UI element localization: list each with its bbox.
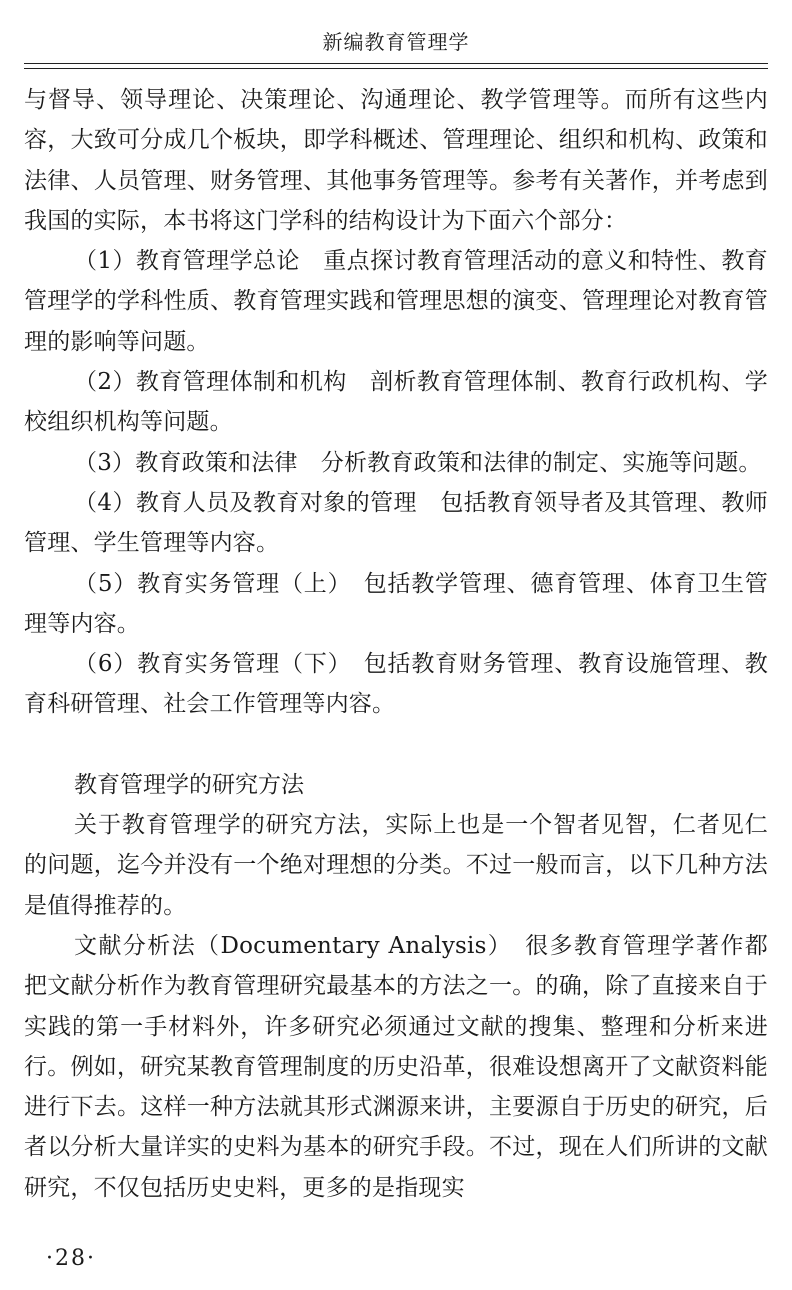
header-rule-secondary	[24, 68, 768, 69]
body-text	[24, 80, 768, 1208]
documentary-analysis-paragraph: 文献分析法（Documentary Analysis） 很多教育管理学著作都把文献分析作为教育管理研究最基本的方法之一。的确，除了直接来自于实践的第一手材料外，许多研究必须通过文献的搜集、整理和分析来进行。例如，研究某教育管理制度的历史沿革，很难设想离开了文献资料能进行下去。这样一种方法就其形式渊源来讲，主要源自于历史的研究，后者以分析大量详实的史料为基本的研究手段。不过，现在人们所讲的文献研究，不仅包括历史史料，更多的是指现实	[24, 932, 768, 1201]
part-item-4: （4）教育人员及教育对象的管理 包括教育领导者及其管理、教师管理、学生管理等内容。	[24, 489, 768, 557]
part-item-1: （1）教育管理学总论 重点探讨教育管理活动的意义和特性、教育管理学的学科性质、教育管理实践和管理思想的演变、管理理论对教育管理的影响等问题。	[24, 248, 768, 355]
part-item-2: （2）教育管理体制和机构 剖析教育管理体制、教育行政机构、学校组织机构等问题。	[24, 369, 768, 436]
intro-paragraph: 与督导、领导理论、决策理论、沟通理论、教学管理等。而所有这些内容，大致可分成几个板块，即学科概述、管理理论、组织和机构、政策和法律、人员管理、财务管理、其他事务管理等。参考有关著作，并考虑到我国的实际，本书将这门学科的结构设计为下面六个部分：	[24, 87, 768, 234]
book-page	[24, 0, 768, 1290]
part-item-6: （6）教育实务管理（下） 包括教育财务管理、教育设施管理、教育科研管理、社会工作管理等内容。	[24, 651, 768, 718]
part-item-5: （5）教育实务管理（上） 包括教学管理、德育管理、体育卫生管理等内容。	[24, 570, 768, 637]
part-item-3: （3）教育政策和法律 分析教育政策和法律的制定、实施等问题。	[74, 449, 762, 476]
section-heading: 教育管理学的研究方法	[74, 771, 304, 798]
header-rule	[24, 63, 768, 64]
method-intro-paragraph: 关于教育管理学的研究方法，实际上也是一个智者见智，仁者见仁的问题，迄今并没有一个绝对理想的分类。不过一般而言，以下几种方法是值得推荐的。	[24, 812, 768, 919]
page-number: ·28·	[46, 1246, 96, 1271]
running-header: 新编教育管理学	[322, 30, 470, 54]
